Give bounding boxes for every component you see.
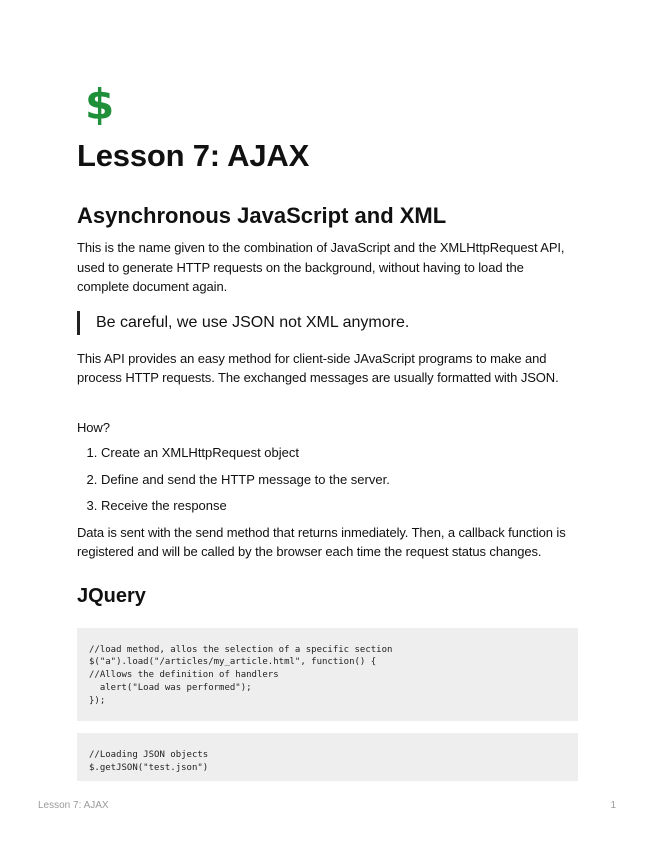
- page-number: 1: [610, 800, 616, 811]
- list-item: 1. Create an XMLHttpRequest object: [101, 443, 578, 462]
- section-heading-ajax: Asynchronous JavaScript and XML: [77, 203, 447, 228]
- code-line: });: [89, 695, 106, 706]
- callback-paragraph: Data is sent with the send method that returns inmediately. Then, a callback function is registered and will be called by the browser each time the request status changes.: [77, 524, 566, 559]
- section-heading-jquery: JQuery: [77, 584, 146, 607]
- code-line: //Loading JSON objects: [89, 750, 209, 761]
- page-title: Lesson 7: AJAX: [77, 138, 310, 173]
- callout-quote-text: Be careful, we use JSON not XML anymore.: [96, 313, 410, 331]
- how-label: How?: [77, 419, 110, 435]
- list-item: 3. Receive the response: [101, 496, 578, 515]
- code-line: $.getJSON("test.json"): [89, 763, 209, 774]
- code-block-load[interactable]: [77, 628, 578, 722]
- callout-quote: [77, 311, 578, 335]
- code-line: alert("Load was performed");: [89, 682, 252, 693]
- intro-paragraph: This is the name given to the combination of JavaScript and the XMLHttpRequest API, used to generate HTTP requests on the background, without having to load the complete document again.: [77, 240, 565, 294]
- page-content: [77, 82, 578, 781]
- list-item: 2. Define and send the HTTP message to the server.: [101, 470, 578, 489]
- code-line: //load method, allos the selection of a specific section: [89, 644, 393, 655]
- api-paragraph: This API provides an easy method for client-side JAvaScript programs to make and process HTTP requests. The exchanged messages are usually formatted with JSON.: [77, 350, 559, 385]
- footer-title: Lesson 7: AJAX: [38, 800, 109, 811]
- code-line: //Allows the definition of handlers: [89, 670, 279, 681]
- code-block-getjson[interactable]: [77, 733, 578, 781]
- steps-list: [77, 443, 578, 515]
- code-line: $("a").load("/articles/my_article.html", function() {: [89, 657, 377, 668]
- dollar-sign-icon: $: [85, 80, 115, 129]
